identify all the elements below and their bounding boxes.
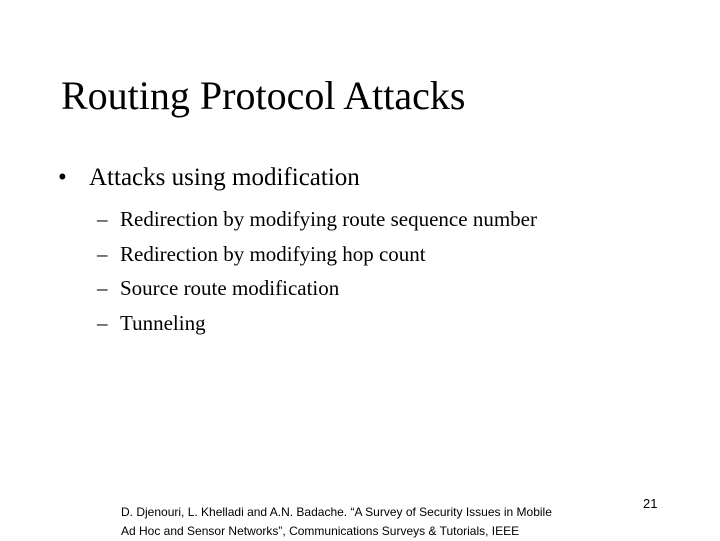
dash-marker: – bbox=[97, 207, 108, 231]
sub-bullet-text: Tunneling bbox=[120, 310, 206, 335]
bullet-text: Attacks using modification bbox=[89, 164, 360, 191]
sub-bullet-item bbox=[97, 271, 537, 306]
sub-bullet-item bbox=[97, 237, 537, 272]
sub-bullet-list bbox=[97, 202, 537, 340]
dash-marker: – bbox=[97, 276, 108, 300]
dash-marker: – bbox=[97, 310, 108, 335]
dash-marker: – bbox=[97, 241, 108, 266]
citation-footer bbox=[121, 503, 552, 541]
citation-line-2: Ad Hoc and Sensor Networks”, Communications Surveys & Tutorials, IEEE bbox=[121, 524, 520, 538]
sub-bullet-item bbox=[97, 306, 537, 341]
sub-bullet-text: Source route modification bbox=[120, 276, 340, 300]
sub-bullet-text: Redirection by modifying hop count bbox=[120, 241, 426, 266]
sub-bullet-text: Redirection by modifying route sequence number bbox=[120, 207, 537, 231]
citation-line-1: D. Djenouri, L. Khelladi and A.N. Badache. “A Survey of Security Issues in Mobile bbox=[121, 505, 552, 519]
page-number: 21 bbox=[643, 496, 658, 511]
sub-bullet-item bbox=[97, 202, 537, 237]
bullet-marker: • bbox=[58, 164, 67, 191]
bullet-item bbox=[58, 162, 360, 194]
slide-title: Routing Protocol Attacks bbox=[61, 73, 466, 118]
